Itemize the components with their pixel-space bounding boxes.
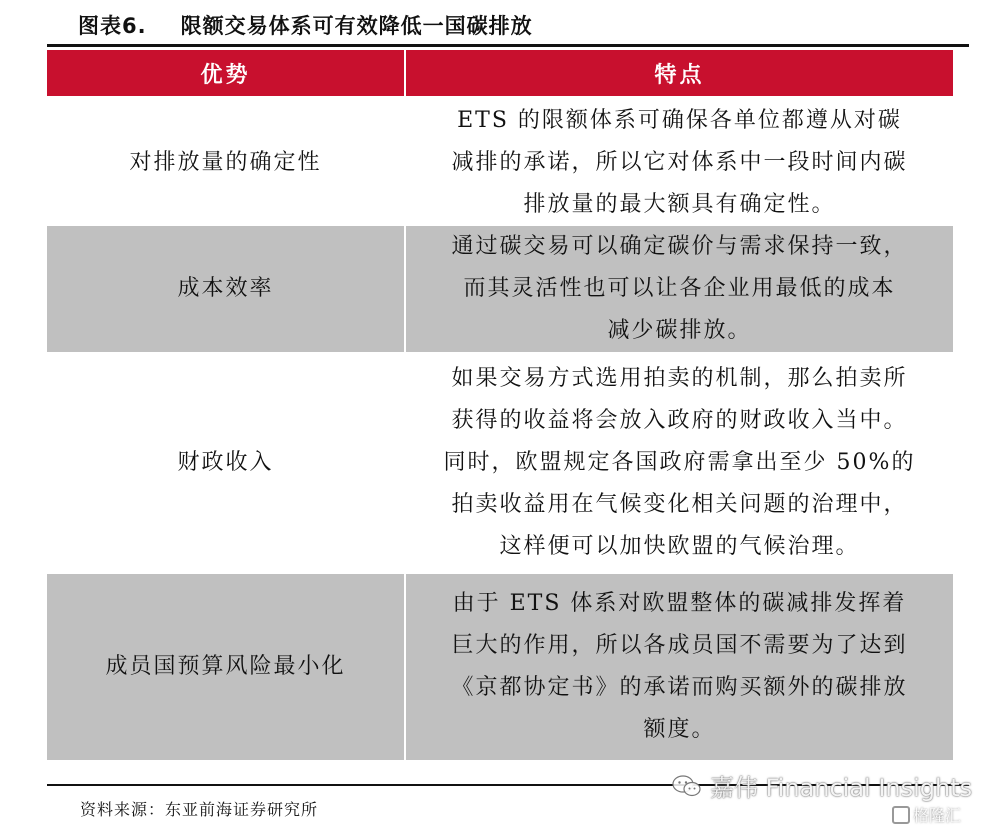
table-header-row (47, 50, 953, 96)
feature-line: 获得的收益将会放入政府的财政收入当中。 (451, 408, 908, 433)
table-row (47, 226, 953, 352)
advantage-cell: 财政收入 (47, 352, 406, 574)
advantage-cell: 对排放量的确定性 (47, 96, 406, 226)
feature-line: 拍卖收益用在气候变化相关问题的治理中， (451, 492, 908, 517)
watermark-text: 嘉伟 Financial Insights (710, 774, 973, 802)
feature-line: 如果交易方式选用拍卖的机制，那么拍卖所 (451, 366, 908, 391)
gelonghui-text: 格隆汇 (913, 806, 962, 825)
feature-line: 这样便可以加快欧盟的气候治理。 (499, 534, 860, 559)
feature-line: 《京都协定书》的承诺而购买额外的碳排放 (451, 675, 908, 700)
header-advantage: 优势 (47, 50, 406, 96)
feature-line: 通过碳交易可以确定碳价与需求保持一致， (451, 234, 908, 259)
feature-line: 额度。 (643, 717, 716, 742)
feature-cell (406, 574, 953, 760)
feature-line: 减少碳排放。 (607, 318, 752, 343)
feature-cell (406, 96, 953, 226)
table-row (47, 96, 953, 226)
advantages-table (47, 50, 953, 760)
feature-line: 而其灵活性也可以让各企业用最低的成本 (463, 276, 896, 301)
header-feature: 特点 (406, 50, 953, 96)
figure-title-text: 限额交易体系可有效降低一国碳排放 (180, 14, 533, 38)
feature-line: 同时，欧盟规定各国政府需拿出至少 50%的 (443, 450, 916, 475)
feature-cell (406, 352, 953, 574)
feature-line: 由于 ETS 体系对欧盟整体的碳减排发挥着 (452, 591, 907, 616)
table-row (47, 574, 953, 760)
feature-line: 减排的承诺，所以它对体系中一段时间内碳 (451, 150, 908, 175)
feature-line: 巨大的作用，所以各成员国不需要为了达到 (451, 633, 908, 658)
feature-cell (406, 226, 953, 352)
figure-number: 图表6. (78, 14, 147, 38)
advantage-cell: 成本效率 (47, 226, 406, 352)
figure-title (78, 10, 533, 40)
watermark (672, 768, 972, 803)
source-note: 资料来源：东亚前海证券研究所 (80, 800, 319, 819)
feature-line: 排放量的最大额具有确定性。 (523, 192, 836, 217)
advantage-cell: 成员国预算风险最小化 (47, 574, 406, 760)
gelonghui-icon (892, 806, 910, 824)
table-row (47, 352, 953, 574)
feature-line: ETS 的限额体系可确保各单位都遵从对碳 (457, 108, 902, 133)
wechat-icon (672, 774, 702, 798)
gelonghui-logo (892, 803, 961, 826)
top-rule (47, 44, 969, 47)
